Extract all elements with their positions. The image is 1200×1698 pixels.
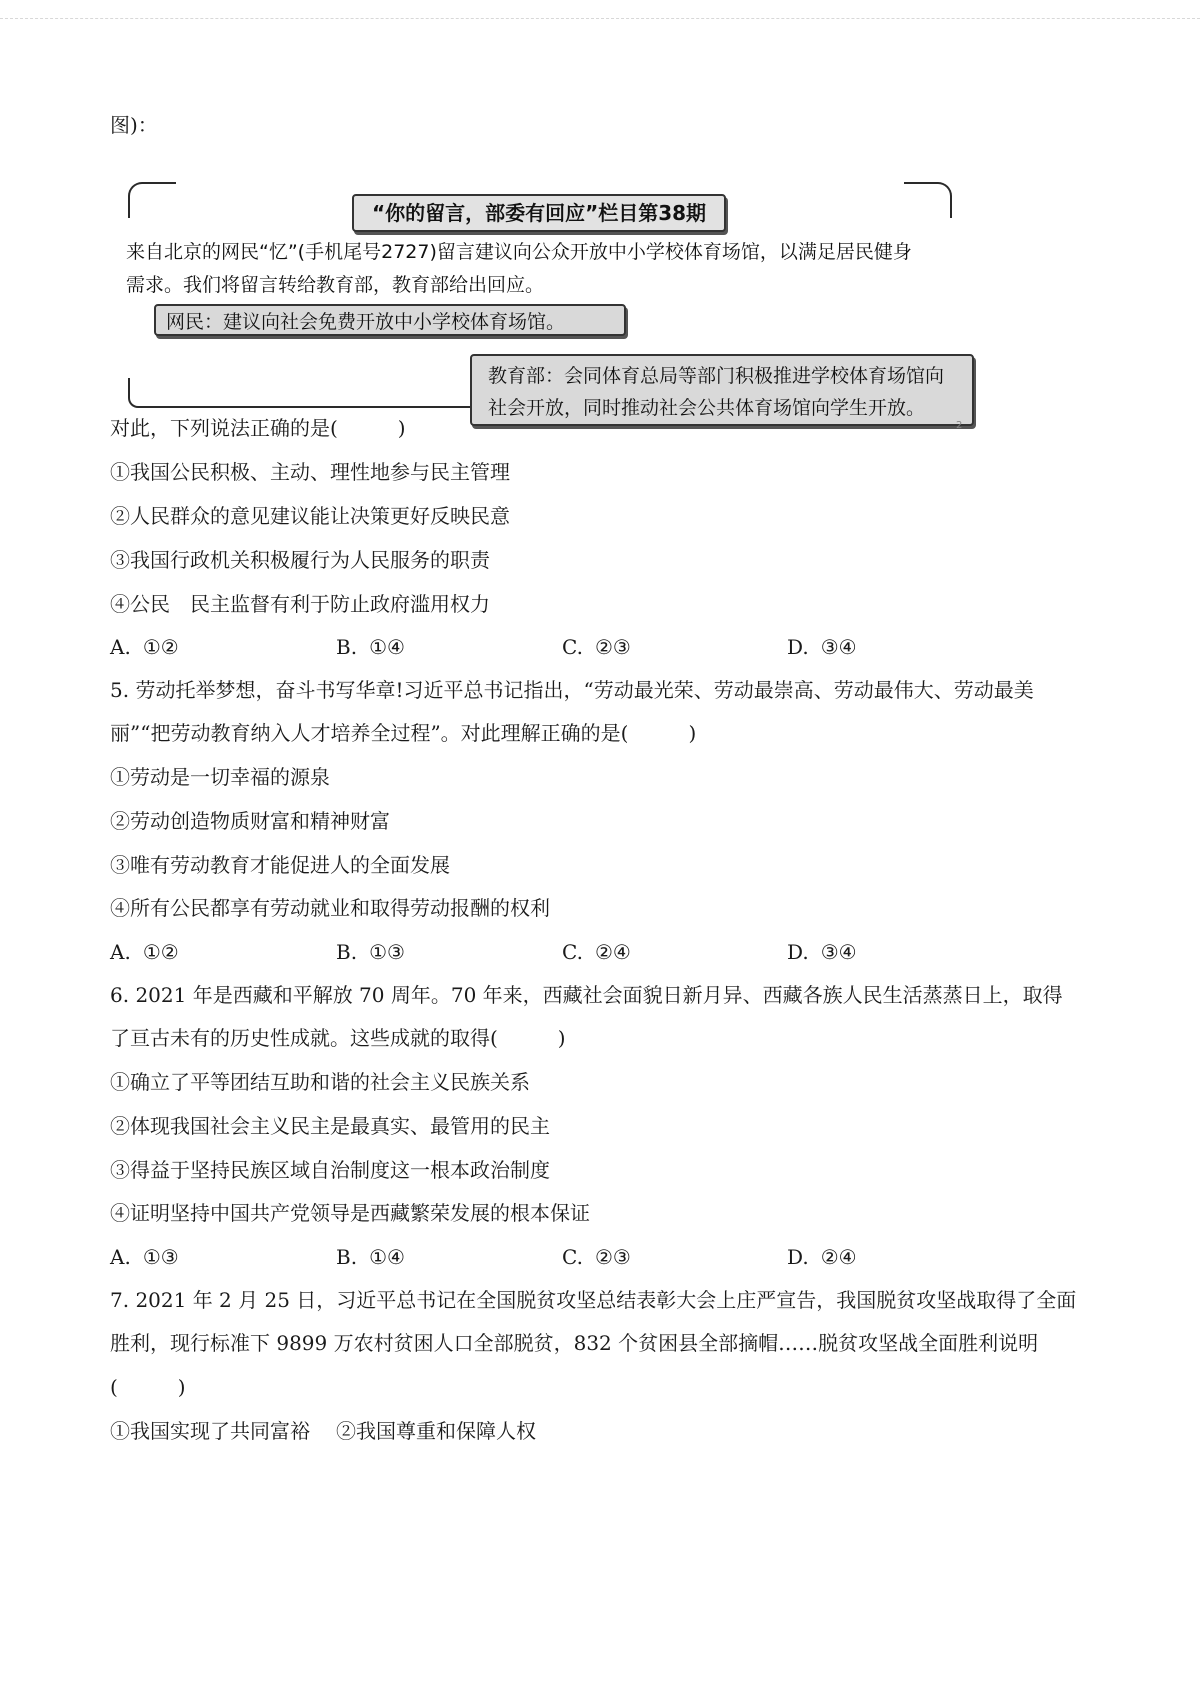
q7-stem-line2: 胜利，现行标准下 9899 万农村贫困人口全部脱贫，832 个贫困县全部摘帽……脱贫攻坚战全面胜利说明 xyxy=(110,1331,1039,1355)
page-top-rule xyxy=(0,18,1200,19)
q6-option-a[interactable]: A. ①③ xyxy=(110,1245,179,1269)
q5-statement: ②劳动创造物质财富和精神财富 xyxy=(110,809,390,833)
q6-option-b[interactable]: B. ①④ xyxy=(336,1245,405,1269)
q4-option-d[interactable]: D. ③④ xyxy=(787,635,857,659)
q5-option-b[interactable]: B. ①③ xyxy=(336,940,405,964)
q4-statement: ④公民 民主监督有利于防止政府滥用权力 xyxy=(110,592,490,616)
top-right-bracket xyxy=(904,182,952,218)
q5-statement: ①劳动是一切幸福的源泉 xyxy=(110,765,330,789)
q6-option-c[interactable]: C. ②③ xyxy=(562,1245,631,1269)
figure-title: “你的留言，部委有回应”栏目第38期 xyxy=(352,194,726,232)
q4-statement: ①我国公民积极、主动、理性地参与民主管理 xyxy=(110,460,510,484)
q4-statement: ③我国行政机关积极履行为人民服务的职责 xyxy=(110,548,490,572)
q5-options xyxy=(110,939,1100,965)
q4-statement: ②人民群众的意见建议能让决策更好反映民意 xyxy=(110,504,510,528)
q7-stem-line1: 7. 2021 年 2 月 25 日，习近平总书记在全国脱贫攻坚总结表彰大会上庄严宣告，我国脱贫攻坚战取得了全面 xyxy=(110,1288,1077,1312)
figure-intro: 来自北京的网民“忆”(手机尾号2727)留言建议向公众开放中小学校体育场馆，以满足居民健身需求。我们将留言转给教育部，教育部给出回应。 xyxy=(126,241,912,296)
q4-options xyxy=(110,634,1100,660)
top-left-bracket xyxy=(128,182,176,218)
q6-option-d[interactable]: D. ②④ xyxy=(787,1245,857,1269)
figure-mark: 2 xyxy=(956,420,963,431)
q5-stem-line1: 5. 劳动托举梦想，奋斗书写华章!习近平总书记指出，“劳动最光荣、劳动最崇高、劳动最伟大、劳动最美 xyxy=(110,678,1034,702)
q5-option-c[interactable]: C. ②④ xyxy=(562,940,631,964)
q5-stem-line2: 丽”“把劳动教育纳入人才培养全过程”。对此理解正确的是( ) xyxy=(110,721,697,745)
q5-option-d[interactable]: D. ③④ xyxy=(787,940,857,964)
q6-stem-line2: 了亘古未有的历史性成就。这些成就的取得( ) xyxy=(110,1026,566,1050)
q4-option-c[interactable]: C. ②③ xyxy=(562,635,631,659)
q6-stem-line1: 6. 2021 年是西藏和平解放 70 周年。70 年来，西藏社会面貌日新月异、西藏各族人民生活蒸蒸日上，取得 xyxy=(110,983,1063,1007)
q6-options xyxy=(110,1244,1100,1270)
q4-option-b[interactable]: B. ①④ xyxy=(336,635,405,659)
q6-statement: ①确立了平等团结互助和谐的社会主义民族关系 xyxy=(110,1070,530,1094)
ministry-reply: 教育部：会同体育总局等部门积极推进学校体育场馆向社会开放，同时推动社会公共体育场馆向学生开放。 xyxy=(470,354,974,426)
q6-statement: ③得益于坚持民族区域自治制度这一根本政治制度 xyxy=(110,1158,550,1182)
q5-option-a[interactable]: A. ①② xyxy=(110,940,179,964)
q7-statement: ②我国尊重和保障人权 xyxy=(336,1419,536,1443)
q4-option-a[interactable]: A. ①② xyxy=(110,635,179,659)
q4-stem: 对此，下列说法正确的是( ) xyxy=(110,416,406,440)
q6-statement: ④证明坚持中国共产党领导是西藏繁荣发展的根本保证 xyxy=(110,1201,590,1225)
q7-statement: ①我国实现了共同富裕 xyxy=(110,1419,310,1443)
header-fragment: 图)： xyxy=(110,113,158,137)
q6-statement: ②体现我国社会主义民主是最真实、最管用的民主 xyxy=(110,1114,550,1138)
netizen-message: 网民：建议向社会免费开放中小学校体育场馆。 xyxy=(154,304,626,336)
q7-stem-line3: ( ) xyxy=(110,1375,186,1399)
q5-statement: ③唯有劳动教育才能促进人的全面发展 xyxy=(110,853,450,877)
q5-statement: ④所有公民都享有劳动就业和取得劳动报酬的权利 xyxy=(110,896,550,920)
